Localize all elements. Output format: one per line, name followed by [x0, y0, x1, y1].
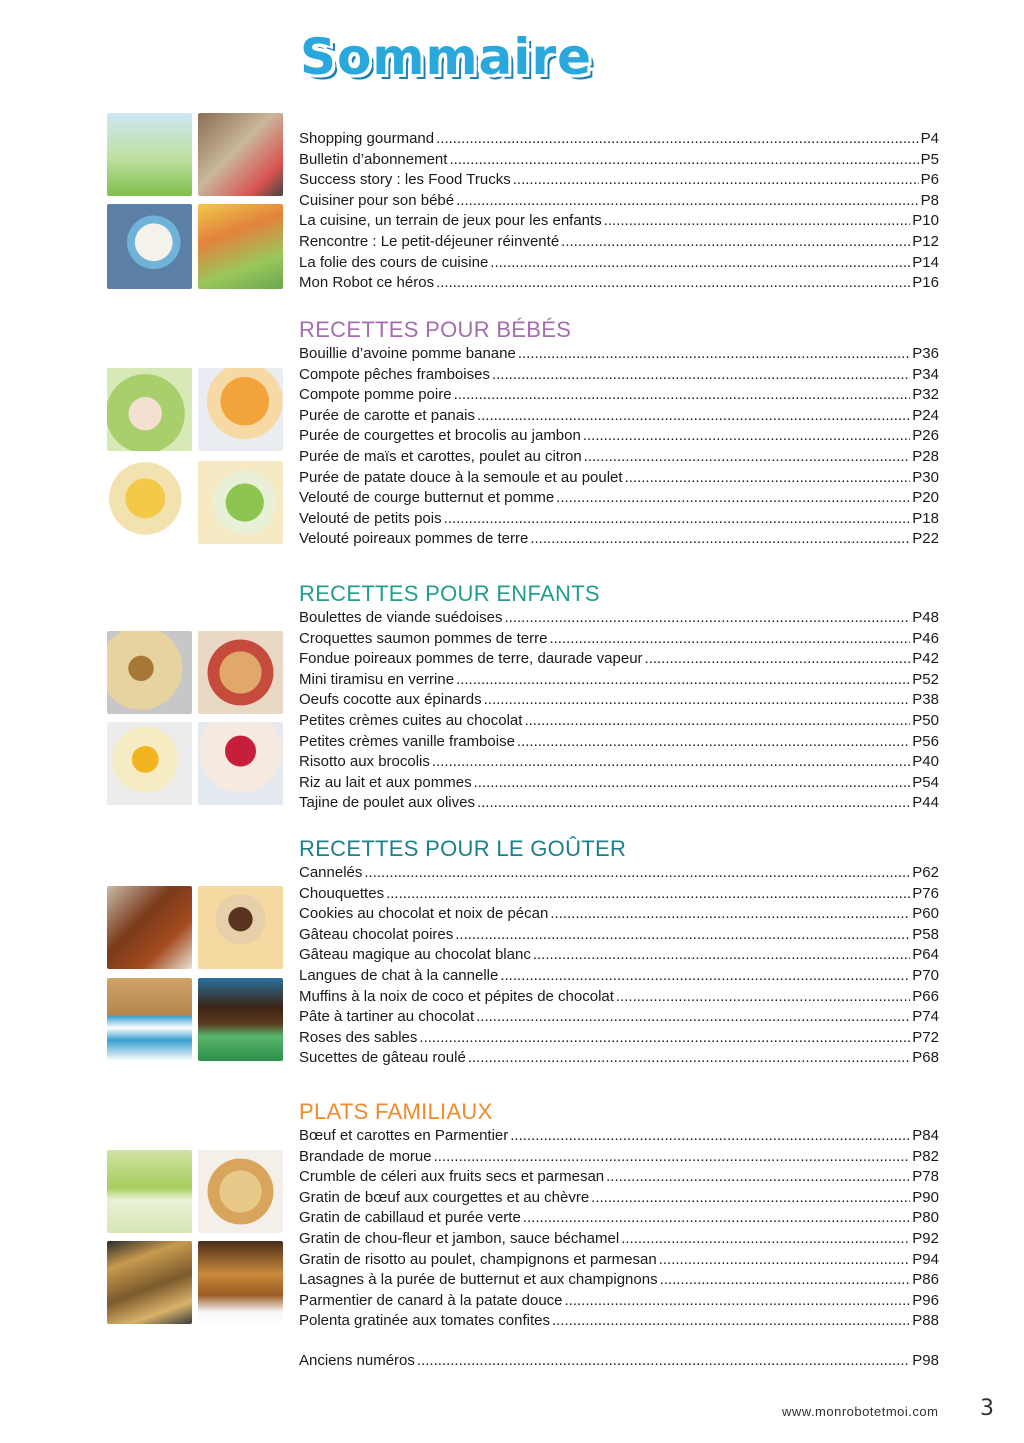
photo-parmentier: [107, 1241, 192, 1324]
toc-entry[interactable]: [299, 1126, 939, 1147]
toc-entry-page: P52: [912, 670, 939, 688]
toc-entry-label: Gâteau magique au chocolat blanc: [299, 946, 531, 964]
toc-entry-label: Polenta gratinée aux tomates confites: [299, 1312, 550, 1330]
toc-list-intro: [299, 129, 939, 294]
photo-baby-puree-green: [107, 368, 192, 451]
toc-entry-page: P48: [912, 609, 939, 626]
toc-entry-label: Croquettes saumon pommes de terre: [299, 629, 548, 647]
toc-entry-page: P42: [912, 650, 939, 668]
toc-entry[interactable]: [299, 649, 939, 670]
toc-entry[interactable]: [299, 670, 939, 691]
toc-entry-label: Cookies au chocolat et noix de pécan: [299, 905, 549, 923]
photo-baby-food-jar: [107, 113, 192, 196]
photo-pea-veloute: [198, 461, 283, 544]
section-enfants: [299, 580, 939, 814]
toc-entry-label: Velouté de petits pois: [299, 509, 442, 527]
toc-entry[interactable]: [299, 150, 939, 171]
toc-entry-label: Velouté de courge butternut et pomme: [299, 489, 555, 507]
toc-entry-page: P54: [912, 773, 939, 791]
toc-entry-page: P26: [912, 427, 939, 445]
toc-entry-page: P98: [912, 1352, 939, 1369]
toc-entry-page: P58: [912, 925, 939, 943]
toc-entry-page: P88: [912, 1312, 939, 1330]
toc-entry[interactable]: [299, 406, 939, 427]
section-heading-bebes: RECETTES POUR BÉBÉS: [299, 317, 572, 342]
toc-list-enfants: [299, 608, 939, 814]
toc-entry-label: La cuisine, un terrain de jeux pour les enfants: [299, 212, 602, 230]
toc-entry-label: Compote pêches framboises: [299, 365, 490, 383]
toc-entry-page: P16: [912, 274, 939, 292]
toc-entry[interactable]: [299, 752, 939, 773]
page-number: 3: [980, 1396, 994, 1421]
toc-entry[interactable]: [299, 732, 939, 753]
toc-entry-label: Gratin de cabillaud et purée verte: [299, 1209, 521, 1227]
toc-entry[interactable]: [299, 1147, 939, 1168]
toc-entry-label: Boulettes de viande suédoises: [299, 609, 503, 626]
toc-entry-label: Bulletin d’abonnement: [299, 150, 448, 168]
toc-entry[interactable]: [299, 488, 939, 509]
toc-entry-page: P30: [912, 468, 939, 486]
toc-entry-label: Fondue poireaux pommes de terre, daurade vapeur: [299, 650, 643, 668]
toc-list-gouter: [299, 863, 939, 1069]
toc-entry[interactable]: [299, 793, 939, 814]
toc-entry-label: Muffins à la noix de coco et pépites de chocolat: [299, 987, 614, 1005]
toc-entry-page: P72: [912, 1028, 939, 1046]
toc-entry-label: Langues de chat à la cannelle: [299, 966, 499, 984]
toc-entry[interactable]: [299, 129, 939, 150]
toc-entry-page: P86: [912, 1271, 939, 1289]
toc-entry[interactable]: [299, 447, 939, 468]
toc-entry[interactable]: [299, 987, 939, 1008]
toc-entry-label: Mon Robot ce héros: [299, 274, 435, 292]
toc-entry-page: P76: [912, 884, 939, 902]
toc-entry-label: Brandade de morue: [299, 1147, 432, 1165]
toc-entry[interactable]: [299, 468, 939, 489]
toc-entry[interactable]: [299, 608, 939, 629]
toc-entry-label: Roses des sables: [299, 1028, 418, 1046]
photo-kids-breakfast: [107, 204, 192, 289]
photo-green-gratin: [107, 1150, 192, 1233]
toc-entry-page: P56: [912, 732, 939, 750]
toc-entry[interactable]: [299, 211, 939, 232]
photo-kids-party: [198, 204, 283, 289]
section-plats: [299, 1098, 939, 1332]
toc-entry-page: P18: [912, 509, 939, 527]
toc-entry[interactable]: [299, 191, 939, 212]
toc-entry[interactable]: [299, 925, 939, 946]
toc-entry[interactable]: [299, 1007, 939, 1028]
toc-entry-label: Rencontre : Le petit-déjeuner réinventé: [299, 232, 560, 250]
toc-entry[interactable]: [299, 904, 939, 925]
section-heading-enfants: RECETTES POUR ENFANTS: [299, 581, 600, 606]
toc-entry[interactable]: [299, 1291, 939, 1312]
photo-cauliflower-gratin: [198, 1150, 283, 1233]
toc-entry[interactable]: [299, 170, 939, 191]
toc-entry-label: Oeufs cocotte aux épinards: [299, 691, 482, 709]
toc-entry-page: P92: [912, 1229, 939, 1247]
toc-entry-page: P5: [920, 150, 939, 168]
photo-muffins: [107, 978, 192, 1061]
toc-entry-label: Gâteau chocolat poires: [299, 925, 454, 943]
toc-entry-label: Bœuf et carottes en Parmentier: [299, 1127, 509, 1144]
toc-entry-label: Cannelés: [299, 864, 363, 881]
toc-entry-page: P50: [912, 711, 939, 729]
section-bebes: [299, 316, 939, 550]
toc-entry-page: P44: [912, 794, 939, 812]
toc-entry[interactable]: [299, 529, 939, 550]
toc-entry[interactable]: [299, 1208, 939, 1229]
toc-entry[interactable]: [299, 945, 939, 966]
toc-entry[interactable]: [299, 1167, 939, 1188]
toc-entry[interactable]: [299, 1188, 939, 1209]
toc-entry-page: P84: [912, 1127, 939, 1144]
photo-chocolate-spread: [107, 886, 192, 969]
toc-entry-label: Gratin de bœuf aux courgettes et au chèvre: [299, 1188, 590, 1206]
toc-entry[interactable]: [299, 1351, 939, 1372]
toc-entry-page: P40: [912, 753, 939, 771]
toc-entry[interactable]: [299, 1229, 939, 1250]
toc-entry-page: P80: [912, 1209, 939, 1227]
toc-entry-page: P10: [912, 212, 939, 230]
toc-entry[interactable]: [299, 966, 939, 987]
toc-entry-page: P36: [912, 345, 939, 362]
toc-entry-label: Mini tiramisu en verrine: [299, 670, 455, 688]
toc-entry-label: Sucettes de gâteau roulé: [299, 1049, 466, 1067]
toc-entry-label: Riz au lait et aux pommes: [299, 773, 472, 791]
toc-entry-label: Purée de maïs et carottes, poulet au citron: [299, 447, 582, 465]
toc-entry-label: Gratin de risotto au poulet, champignons et parmesan: [299, 1250, 657, 1268]
toc-entry[interactable]: [299, 1311, 939, 1332]
toc-entry[interactable]: [299, 629, 939, 650]
toc-entry-label: Bouillie d’avoine pomme banane: [299, 345, 516, 362]
toc-entry[interactable]: [299, 509, 939, 530]
toc-entry-page: P68: [912, 1049, 939, 1067]
photo-food-truck: [198, 113, 283, 196]
toc-entry-page: P70: [912, 966, 939, 984]
toc-entry[interactable]: [299, 385, 939, 406]
toc-entry[interactable]: [299, 426, 939, 447]
toc-entry[interactable]: [299, 273, 939, 294]
toc-entry-label: Compote pomme poire: [299, 386, 452, 404]
toc-entry-page: P66: [912, 987, 939, 1005]
toc-entry-page: P78: [912, 1168, 939, 1186]
toc-entry-page: P24: [912, 406, 939, 424]
toc-entry-label: Pâte à tartiner au chocolat: [299, 1008, 475, 1026]
photo-roses-des-sables: [198, 978, 283, 1061]
toc-entry-page: P4: [920, 130, 939, 147]
section-anciens: [299, 1351, 939, 1372]
toc-entry[interactable]: [299, 1048, 939, 1069]
toc-entry-label: Cuisiner pour son bébé: [299, 191, 455, 209]
toc-entry-label: Chouquettes: [299, 884, 385, 902]
toc-entry-page: P62: [912, 864, 939, 881]
toc-entry-page: P28: [912, 447, 939, 465]
section-gouter: [299, 835, 939, 1069]
toc-entry-label: Tajine de poulet aux olives: [299, 794, 475, 812]
section-heading-plats: PLATS FAMILIAUX: [299, 1099, 493, 1124]
toc-entry-label: La folie des cours de cuisine: [299, 253, 489, 271]
photo-cake-pops: [198, 886, 283, 969]
toc-entry-page: P22: [912, 530, 939, 548]
toc-entry-page: P64: [912, 946, 939, 964]
photo-lasagna: [198, 1241, 283, 1324]
photo-meatballs: [107, 631, 192, 714]
toc-entry-label: Parmentier de canard à la patate douce: [299, 1291, 563, 1309]
photo-compote-bowl: [198, 368, 283, 451]
toc-entry[interactable]: [299, 711, 939, 732]
toc-entry-page: P60: [912, 905, 939, 923]
toc-entry[interactable]: [299, 884, 939, 905]
toc-entry-label: Lasagnes à la purée de butternut et aux champignons: [299, 1271, 658, 1289]
toc-entry[interactable]: [299, 365, 939, 386]
toc-entry-page: P94: [912, 1250, 939, 1268]
toc-entry-label: Anciens numéros: [299, 1352, 415, 1369]
toc-entry-label: Purée de patate douce à la semoule et au poulet: [299, 468, 623, 486]
toc-entry-page: P6: [920, 171, 939, 189]
photo-egg-cocotte: [107, 722, 192, 805]
photo-baby-semolina: [107, 461, 192, 544]
toc-list-bebes: [299, 344, 939, 550]
toc-entry-page: P90: [912, 1188, 939, 1206]
toc-entry-label: Risotto aux brocolis: [299, 753, 430, 771]
toc-entry-label: Gratin de chou-fleur et jambon, sauce béchamel: [299, 1229, 620, 1247]
toc-entry-page: P74: [912, 1008, 939, 1026]
toc-entry[interactable]: [299, 232, 939, 253]
section-intro: [299, 129, 939, 294]
toc-entry[interactable]: [299, 863, 939, 884]
toc-entry-label: Petites crèmes cuites au chocolat: [299, 711, 523, 729]
toc-entry[interactable]: [299, 773, 939, 794]
toc-entry-page: P32: [912, 386, 939, 404]
toc-entry-label: Shopping gourmand: [299, 130, 435, 147]
toc-entry-page: P46: [912, 629, 939, 647]
toc-entry-page: P38: [912, 691, 939, 709]
page-title: Sommaire: [300, 28, 593, 86]
toc-entry-page: P20: [912, 489, 939, 507]
toc-entry[interactable]: [299, 344, 939, 365]
toc-entry-page: P96: [912, 1291, 939, 1309]
toc-entry-page: P8: [920, 191, 939, 209]
toc-entry-label: Purée de carotte et panais: [299, 406, 475, 424]
toc-entry-label: Crumble de céleri aux fruits secs et parmesan: [299, 1168, 605, 1186]
toc-entry-page: P14: [912, 253, 939, 271]
toc-entry-page: P82: [912, 1147, 939, 1165]
toc-entry[interactable]: [299, 1270, 939, 1291]
toc-entry[interactable]: [299, 253, 939, 274]
toc-entry-label: Purée de courgettes et brocolis au jambon: [299, 427, 581, 445]
toc-entry-label: Velouté poireaux pommes de terre: [299, 530, 529, 548]
toc-entry-page: P34: [912, 365, 939, 383]
photo-raspberry-cream: [198, 722, 283, 805]
toc-entry[interactable]: [299, 1028, 939, 1049]
toc-list-plats: [299, 1126, 939, 1332]
toc-entry[interactable]: [299, 690, 939, 711]
toc-entry-label: Success story : les Food Trucks: [299, 171, 511, 189]
toc-entry-label: Petites crèmes vanille framboise: [299, 732, 515, 750]
footer-website-link[interactable]: www.monrobotetmoi.com: [782, 1404, 939, 1419]
toc-entry-page: P12: [912, 232, 939, 250]
section-heading-gouter: RECETTES POUR LE GOÛTER: [299, 836, 627, 861]
photo-croquettes: [198, 631, 283, 714]
toc-entry[interactable]: [299, 1250, 939, 1271]
